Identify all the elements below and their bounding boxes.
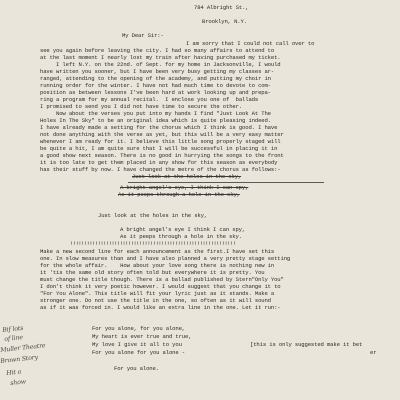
body-line: I promised to send you I did not have time to secure the other. bbox=[40, 103, 243, 110]
chorus-line: Just look at the holes in the sky, bbox=[98, 212, 208, 219]
salutation: My Dear Sir:- bbox=[122, 32, 164, 39]
body-line: Holes In The Sky" to be an original idea which is quite pleasing indeed. bbox=[40, 117, 271, 124]
body-line: I left N.Y. on the 22nd. of Sept. for my home in Jacksonville, I would bbox=[56, 61, 281, 68]
body-line: stronger one. Do not use the title in the one, so often as it will sound bbox=[40, 297, 271, 304]
chorus-line: As it peeps through a hole in the sky. bbox=[120, 233, 242, 240]
body-line: see you again before leaving the city. I had so many affairs to attend to bbox=[40, 47, 275, 54]
verse-line: For you alone. bbox=[114, 365, 159, 372]
body-line: as if it was forced in. I would like an extra line in the one. Let it run:- bbox=[40, 304, 281, 311]
body-line: it 'tis the same old story often told but everywhere it is pretty. You bbox=[40, 269, 265, 276]
verse-line: For you alone, for you alone, bbox=[92, 325, 185, 332]
body-line: for the whole affair. How about your love song there is nothing new in bbox=[40, 262, 275, 269]
verse-line: My love I give it all to you bbox=[92, 341, 182, 348]
body-line: ranged, attending to the opening of the academy, and putting my choir in bbox=[40, 75, 271, 82]
body-line: Make a new second line for each announcement as the first.I have set this bbox=[40, 248, 275, 255]
margin-note: show bbox=[10, 378, 27, 387]
body-line: I am sorry that I could not call over to bbox=[186, 40, 315, 47]
body-line: running order for the winter. I have not had much time to devote to com- bbox=[40, 82, 271, 89]
body-line: has their stuff by now. I have changed the metre of the chorus as follows:- bbox=[40, 166, 281, 173]
struck-line: Just look at the holes in the sky, bbox=[132, 173, 242, 180]
chorus-line: A bright angel's eye I think I can spy, bbox=[120, 226, 246, 233]
letterhead-street: 784 Albright St., bbox=[194, 4, 249, 11]
body-line: be quite a hit, I am quite sure that I will be successful in placing it in bbox=[40, 145, 278, 152]
body-line: whenever I am ready for it. I believe this little song properly staged will bbox=[40, 138, 281, 145]
body-line: position as between lessons I've been hard at work looking up and prepa- bbox=[40, 89, 271, 96]
body-line: Now about the verses you put into my hands I find "Just Look At The bbox=[56, 110, 271, 117]
body-line: it is too late to get them placed in any show for this season as everybody bbox=[40, 159, 278, 166]
body-line: not done anything with the verse as yet, but this will be a very easy matter bbox=[40, 131, 284, 138]
body-line: must change the title though. There is a ballad published by Stern"Only You" bbox=[40, 276, 284, 283]
body-line: one. In slow measures than and I have also planned a very pretty stage setting bbox=[40, 255, 291, 262]
letterhead-city: Brooklyn, N.Y. bbox=[202, 18, 247, 25]
margin-note: Hit a bbox=[6, 368, 22, 377]
separator-line: !!!!!!!!!!!!!!!!!!!!!!!!!!!!!!!!!!!!!!!!!!!!!!!!!!!!!!!!!!!! bbox=[70, 240, 236, 247]
body-line: a good show next season. There is no good in hurrying the songs to the front bbox=[40, 152, 284, 159]
body-line: have written you sooner, but I have been very busy getting my classes ar- bbox=[40, 68, 275, 75]
body-line: I have already made a setting for the chorus which I think is good. I have bbox=[40, 124, 278, 131]
margin-note: Muller Theatre bbox=[0, 342, 46, 354]
bracket-note-suffix: er bbox=[370, 349, 377, 356]
verse-line: My heart is ever true and true, bbox=[92, 333, 192, 340]
bracket-note: [this is only suggested make it bet bbox=[250, 341, 363, 348]
body-line: I don't think it very poetic however. I would suggest that you change it to bbox=[40, 283, 281, 290]
margin-note: Bif lots bbox=[2, 324, 24, 334]
struck-line: As it peeps through a hole in the sky, bbox=[118, 191, 240, 198]
margin-note: of line bbox=[4, 334, 24, 343]
margin-note: Brown Story bbox=[0, 354, 39, 365]
verse-line: For you alone for you alone - bbox=[92, 349, 185, 356]
struck-line: A bright angel's eye, I think I can spy, bbox=[120, 184, 249, 191]
strike-rule bbox=[128, 182, 324, 183]
body-line: ring a program for my annual recital. I enclose you one of ballads bbox=[40, 96, 259, 103]
body-line: at the last moment I nearly lost my train after having purchased my ticket. bbox=[40, 54, 281, 61]
body-line: "For You Alone". This title will fit your lyric just as it stands. Make a bbox=[40, 290, 275, 297]
